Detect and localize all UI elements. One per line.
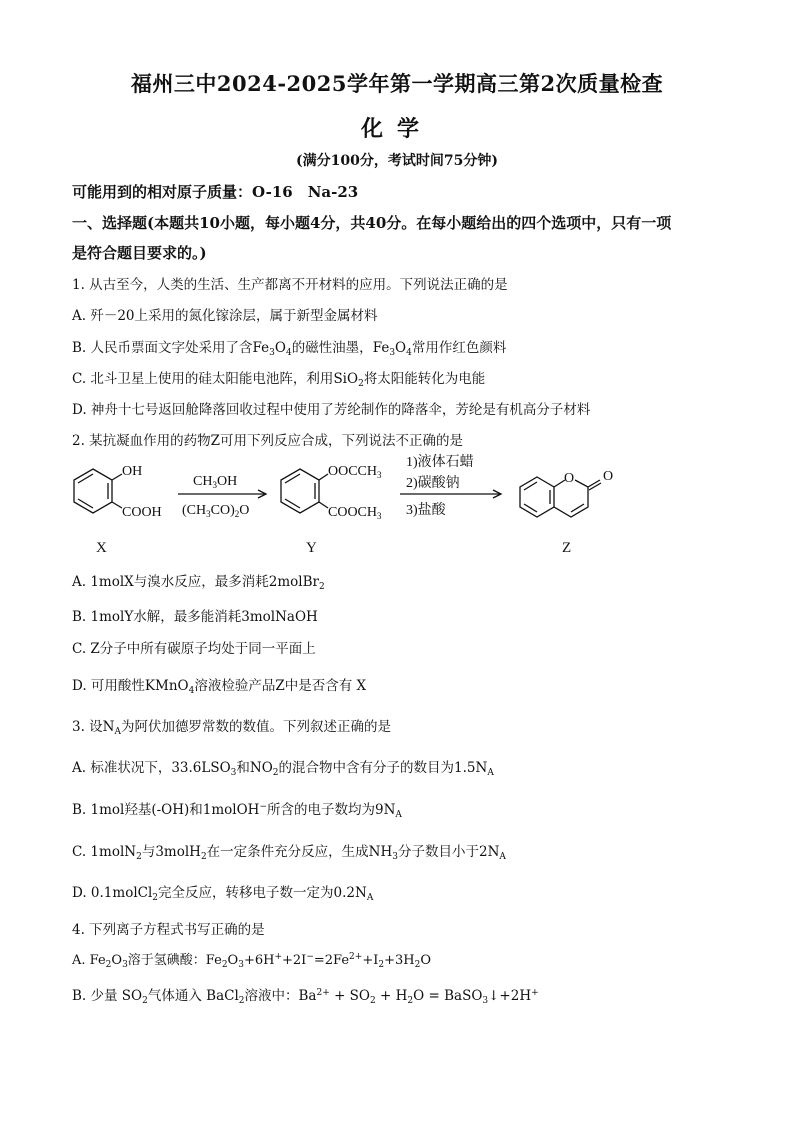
q1-option-d: D. 神舟十七号返回舱降落回收过程中使用了芳纶制作的降落伞，芳纶是有机高分子材料: [72, 402, 591, 418]
q3-option-a: A. 标准状况下，$33.6LSO_3$和$NO_2$的混合物中含有分子的数目为$1.5N_A$: [72, 760, 494, 778]
q3-option-b: B. 1mol羟基(-OH)和1molOH−所含的电子数均为$9N_A$: [72, 802, 402, 820]
x-benzene-ring: [74, 469, 112, 513]
x-cooh-label: COOH: [122, 505, 162, 520]
q2-option-d: D. 可用酸性KMnO$_4$溶液检验产品Z中是否含有 X: [72, 678, 367, 696]
q1-option-c: C. 北斗卫星上使用的硅太阳能电池阵，利用SiO$_2$将太阳能转化为电能: [72, 371, 486, 389]
q3-stem: 3. 设$N_A$为阿伏加德罗常数的数值。下列叙述正确的是: [72, 719, 391, 737]
atomic-mass-line: 可能用到的相对原子质量：O-16 Na-23: [72, 183, 359, 201]
q3-option-d: D. 0.1molCl$_2$完全反应，转移电子数一定为$0.2N_A$: [72, 885, 374, 903]
reagent2-step1: 1)液体石蜡: [406, 455, 474, 470]
subject-title: 化学: [360, 116, 433, 142]
y-benzene-ring: [281, 469, 319, 513]
q3-option-c: C. 1molN$_2$与3molH$_2$在一定条件充分反应，生成$NH_3$分子数目小于$2N_A$: [72, 844, 506, 862]
section-heading-line1: 一、选择题(本题共10小题，每小题4分，共40分。在每小题给出的四个选项中，只有一项: [72, 214, 672, 232]
z-ring-oxygen: O: [564, 471, 575, 486]
q1-option-a: A. 歼－20上采用的氮化镓涂层，属于新型金属材料: [72, 308, 378, 324]
q1-option-b: B. 人民币票面文字处采用了含$Fe_3O_4$的磁性油墨，$Fe_3O_4$常用作红色颜料: [72, 340, 507, 358]
reagent2-step2: 2)碳酸钠: [406, 476, 460, 491]
q2-option-b: B. 1molY水解，最多能消耗3molNaOH: [72, 609, 318, 625]
exam-title: 福州三中2024-2025学年第一学期高三第2次质量检查: [130, 71, 664, 96]
label-x: X: [96, 540, 107, 556]
y-ester-bottom: $COOCH_3$: [328, 505, 382, 521]
q4-option-a: A. $Fe_2O_3$溶于氢碘酸：$Fe_2O_3+6H^++2I^-=2Fe^{2+}+I_2+3H_2O$: [72, 952, 432, 970]
reaction-scheme: [60, 452, 700, 572]
z-benzene-ring: [520, 477, 554, 517]
q4-option-b: B. 少量 $SO_2$气体通入 BaCl$_2$溶液中：$Ba^{2+} + SO_2 + H_2O$ = BaSO$_3$↓+2H+: [72, 988, 539, 1006]
reagent1-bottom: $(CH_3CO)_2O$: [182, 503, 250, 519]
q2-option-a: A. 1molX与溴水反应，最多消耗2molBr$_2$: [72, 574, 325, 592]
q4-stem: 4. 下列离子方程式书写正确的是: [72, 922, 265, 938]
y-ester-top: $OOCCH_3$: [328, 464, 382, 480]
x-oh-label: OH: [122, 464, 143, 479]
reagent1-top: $CH_3OH$: [193, 474, 238, 490]
label-y: Y: [306, 540, 317, 556]
reagent2-step3: 3)盐酸: [406, 503, 446, 518]
q2-option-c: C. Z分子中所有碳原子均处于同一平面上: [72, 641, 316, 657]
exam-note: (满分100分，考试时间75分钟): [296, 153, 498, 169]
z-carbonyl-oxygen: O: [603, 469, 614, 484]
section-heading-line2: 是符合题目要求的。): [72, 244, 207, 262]
q1-stem: 1. 从古至今，人类的生活、生产都离不开材料的应用。下列说法正确的是: [72, 277, 508, 293]
label-z: Z: [562, 540, 572, 556]
q2-stem: 2. 某抗凝血作用的药物Z可用下列反应合成，下列说法不正确的是: [72, 433, 464, 449]
